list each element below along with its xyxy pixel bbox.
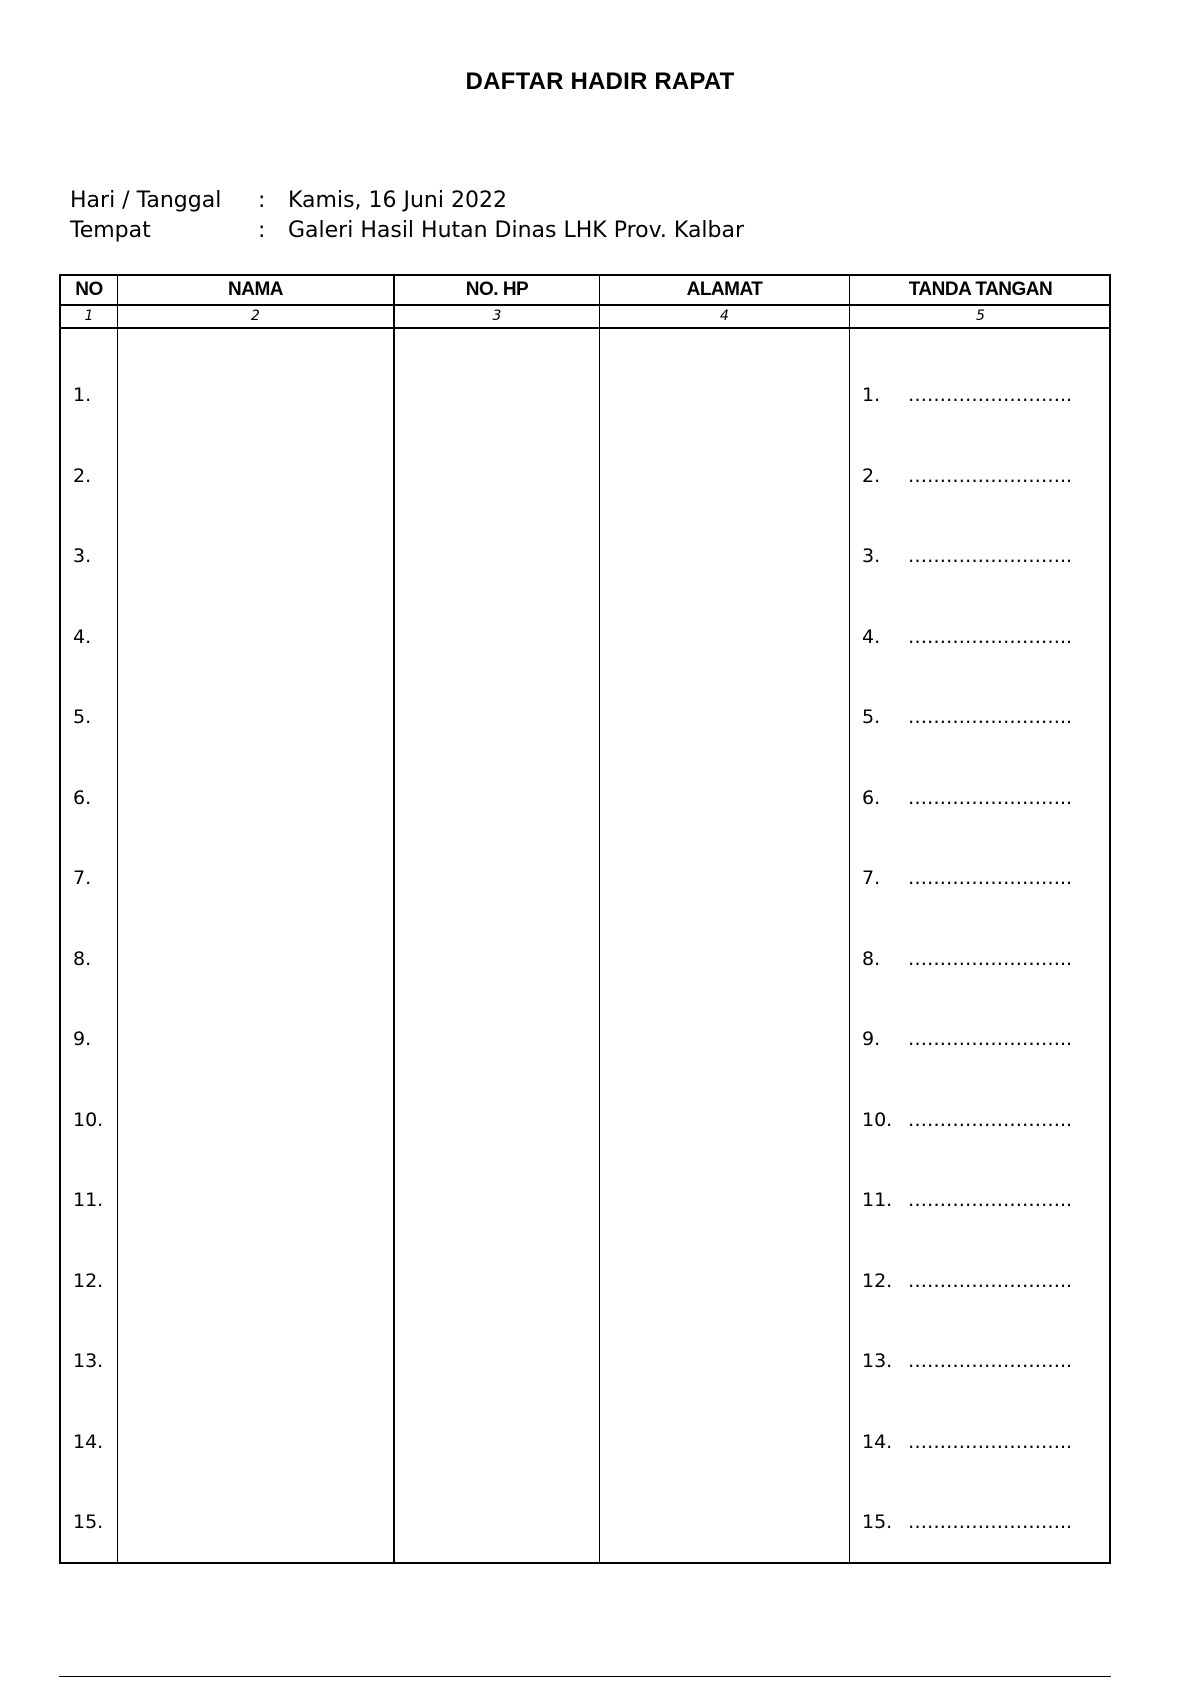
signature-dotted-line: …………………….. [908,787,1073,809]
signature-slot [862,384,1072,406]
col-number: 2 [251,308,260,324]
signature-slot [862,1189,1072,1211]
signature-number: 3. [862,545,881,567]
col-divider [849,276,850,1562]
col-number: 1 [84,308,94,324]
header-no: NO [75,279,103,300]
signature-dotted-line: …………………….. [908,867,1073,889]
row-number: 15. [73,1511,104,1533]
row-number: 1. [73,384,92,406]
signature-number: 10. [862,1109,893,1131]
signature-dotted-line: …………………….. [908,1350,1073,1372]
signature-dotted-line: …………………….. [908,706,1073,728]
signature-dotted-line: …………………….. [908,1189,1073,1211]
signature-number: 12. [862,1270,893,1292]
col-divider [393,276,395,1562]
row-number: 6. [73,787,92,809]
row-number: 5. [73,706,92,728]
signature-slot [862,465,1072,487]
signature-slot [862,706,1072,728]
signature-slot [862,867,1072,889]
signature-slot [862,626,1072,648]
signature-dotted-line: …………………….. [908,1270,1073,1292]
signature-number: 15. [862,1511,893,1533]
signature-dotted-line: …………………….. [908,626,1073,648]
header-alamat: ALAMAT [686,279,763,300]
row-number: 7. [73,867,92,889]
header-no-hp: NO. HP [465,279,529,300]
col-number: 4 [720,308,729,324]
page-title: DAFTAR HADIR RAPAT [465,68,735,95]
signature-number: 8. [862,948,881,970]
row-number: 9. [73,1028,92,1050]
signature-dotted-line: …………………….. [908,1431,1073,1453]
signature-number: 14. [862,1431,893,1453]
signature-slot [862,948,1072,970]
header-divider [61,304,1109,306]
row-number: 14. [73,1431,104,1453]
col-number: 3 [492,308,502,324]
signature-slot [862,545,1072,567]
day-value: Kamis, 16 Juni 2022 [288,188,507,213]
signature-number: 2. [862,465,881,487]
signature-dotted-line: …………………….. [908,1028,1073,1050]
col-divider [599,276,600,1562]
signature-number: 5. [862,706,881,728]
row-number: 11. [73,1189,104,1211]
signature-dotted-line: …………………….. [908,465,1073,487]
signature-number: 11. [862,1189,893,1211]
col-number: 5 [976,308,985,324]
signature-slot [862,1431,1072,1453]
signature-slot [862,1270,1072,1292]
signature-slot [862,787,1072,809]
signature-number: 1. [862,384,881,406]
header-tanda-tangan: TANDA TANGAN [908,279,1053,300]
signature-slot [862,1350,1072,1372]
header-nama: NAMA [228,279,283,300]
signature-number: 9. [862,1028,881,1050]
row-number: 8. [73,948,92,970]
row-number: 4. [73,626,92,648]
signature-slot [862,1511,1072,1533]
signature-number: 6. [862,787,881,809]
signature-dotted-line: …………………….. [908,1109,1073,1131]
row-number: 13. [73,1350,104,1372]
attendance-table [59,274,1111,1564]
header-divider [61,327,1109,329]
signature-slot [862,1028,1072,1050]
row-number: 12. [73,1270,104,1292]
signature-number: 13. [862,1350,893,1372]
row-number: 3. [73,545,92,567]
signature-number: 7. [862,867,881,889]
place-value: Galeri Hasil Hutan Dinas LHK Prov. Kalbar [288,218,745,243]
signature-dotted-line: …………………….. [908,545,1073,567]
signature-dotted-line: …………………….. [908,384,1073,406]
signature-slot [862,1109,1072,1131]
row-number: 10. [73,1109,104,1131]
day-label: Hari / Tanggal [70,188,222,213]
footer-divider [59,1676,1111,1677]
signature-dotted-line: …………………….. [908,1511,1073,1533]
row-number: 2. [73,465,92,487]
signature-dotted-line: …………………….. [908,948,1073,970]
col-divider [117,276,118,1562]
place-label: Tempat [70,218,151,243]
day-colon: : [258,188,266,213]
place-colon: : [258,218,266,243]
signature-number: 4. [862,626,881,648]
